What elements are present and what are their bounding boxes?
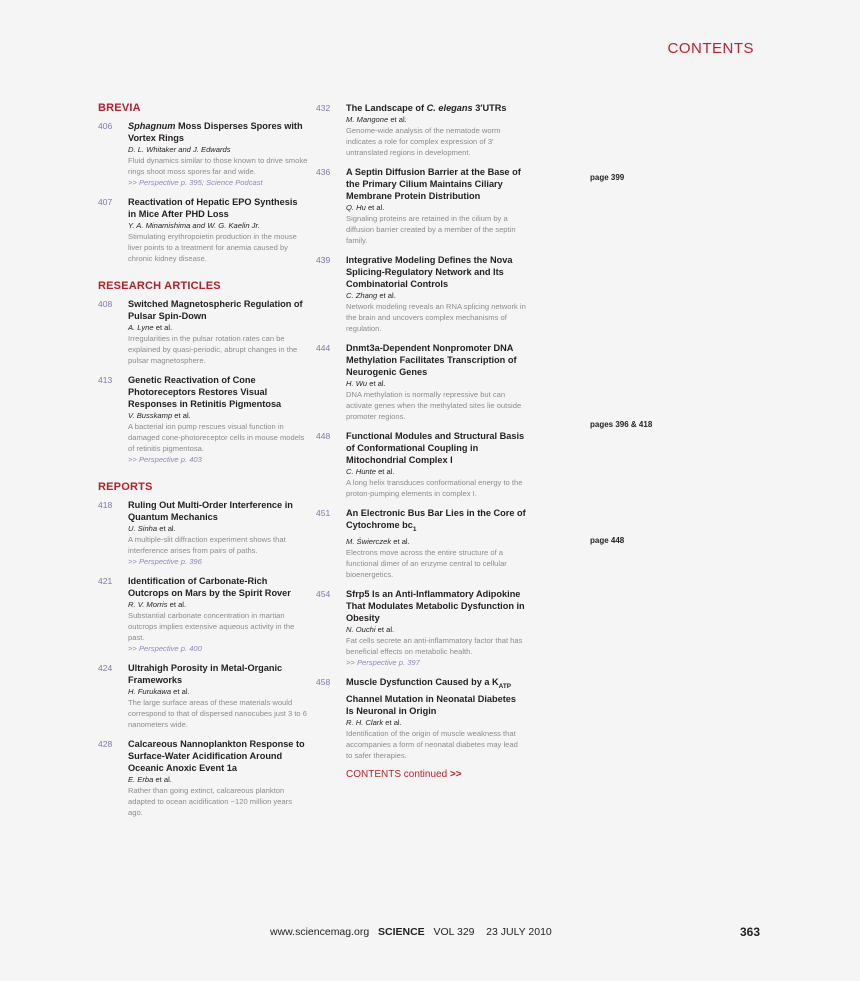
- entry-body: [346, 102, 526, 158]
- entry-page-number: 413: [98, 375, 113, 385]
- entry-description: A multiple-slit diffraction experiment shows that interference arises from pairs of paths.: [128, 535, 286, 555]
- entry-authors: [128, 220, 308, 231]
- entry-title-text: Sfrp5 Is an Anti-Inflammatory Adipokine That Modulates Metabolic Dysfunction in Obesity: [346, 588, 525, 623]
- author-etal: et al.: [157, 524, 176, 533]
- footer-volume: VOL 329: [433, 926, 475, 938]
- toc-entry: [98, 499, 308, 567]
- toc-entry: [316, 166, 526, 246]
- entry-authors: [128, 144, 308, 155]
- entry-authors: [346, 202, 526, 213]
- author-names: M. Mangone: [346, 115, 389, 124]
- entry-body: [128, 120, 308, 188]
- entry-page-number: 428: [98, 739, 113, 749]
- toc-entry: [316, 507, 526, 580]
- entry-description: Stimulating erythropoietin production in the mouse liver points to a treatment for anemia caused by chronic kidney disease.: [128, 232, 297, 263]
- author-names: C. Hunte: [346, 467, 376, 476]
- entry-title-subscript: ATP: [498, 682, 512, 690]
- author-names: N. Ouchi: [346, 624, 376, 634]
- footer-url[interactable]: www.sciencemag.org: [270, 926, 370, 938]
- toc-entry: [98, 662, 308, 730]
- entry-authors: [128, 686, 308, 697]
- toc-entry: [316, 588, 526, 668]
- entry-description: Genome-wide analysis of the nematode worm indicates a role for complex expression of 3′ untranslated regions in development.: [346, 126, 501, 157]
- author-etal: et al.: [375, 467, 395, 476]
- entry-page-number: 432: [316, 103, 331, 113]
- left-column: [98, 102, 308, 826]
- entry-authors: [346, 378, 526, 389]
- author-etal: et al.: [391, 536, 410, 546]
- entry-title-text: Moss Disperses Spores with Vortex Rings: [128, 121, 303, 143]
- entry-title-text: Reactivation of Hepatic EPO Synthesis in Mice After PHD Loss: [128, 197, 298, 219]
- entry-description: Fat cells secrete an anti-inflammatory factor that has beneficial effects on metabolic health.: [346, 635, 523, 656]
- entry-title-text: A Septin Diffusion Barrier at the Base of the Primary Cilium Maintains Ciliary Membrane Protein Distribution: [346, 167, 521, 201]
- entry-title[interactable]: [346, 676, 526, 717]
- entry-authors: [128, 410, 308, 421]
- author-names: H. Wu: [346, 379, 368, 388]
- author-etal: et al.: [388, 115, 407, 124]
- entry-description: Irregularities in the pulsar rotation rates can be explained by quasi-periodic, abrupt changes in the pulsar magnetosphere.: [128, 334, 298, 365]
- entry-description: The large surface areas of these materials would correspond to that of dispersed nanocubes just 3 to 6 nanometers wide.: [128, 698, 307, 729]
- entry-title[interactable]: [128, 120, 308, 144]
- author-names: V. Busskamp: [128, 411, 173, 420]
- entry-description: Electrons move across the entire structure of a functional dimer of an enzyme central to cellular bioenergetics.: [346, 547, 507, 579]
- entry-title[interactable]: [128, 738, 308, 774]
- toc-entry: [98, 575, 308, 654]
- perspective-link[interactable]: >> Perspective p. 403: [128, 455, 202, 464]
- toc-entry: [98, 120, 308, 188]
- author-etal: et al.: [383, 717, 402, 727]
- section-gap: [98, 272, 308, 280]
- entry-body: [346, 430, 526, 499]
- author-names: R. V. Morris: [128, 600, 168, 609]
- entry-page-number: 406: [98, 121, 113, 131]
- perspective-link[interactable]: >> Perspective p. 397: [346, 657, 420, 667]
- entry-title[interactable]: [128, 298, 308, 322]
- toc-entry: [316, 254, 526, 334]
- middle-column: [316, 102, 526, 780]
- author-names: D. L. Whitaker and J. Edwards: [128, 145, 231, 154]
- entry-title-subscript: 1: [412, 525, 417, 533]
- toc-entry: [316, 676, 526, 761]
- entry-title-text: 3′UTRs: [472, 103, 507, 113]
- entry-authors: [128, 774, 308, 785]
- footer-journal: SCIENCE: [377, 926, 425, 938]
- entry-body: [346, 588, 526, 668]
- author-etal: et al.: [171, 687, 190, 696]
- author-etal: et al.: [153, 323, 173, 332]
- toc-entry: [98, 298, 308, 366]
- entry-page-number: 454: [316, 588, 331, 599]
- perspective-link[interactable]: >> Perspective p. 400: [128, 644, 202, 653]
- entry-body: [128, 575, 308, 654]
- entry-title-text: Muscle Dysfunction Caused by a K: [346, 676, 499, 687]
- entry-page-number: 424: [98, 663, 113, 673]
- entry-body: [346, 507, 526, 580]
- author-names: U. Sinha: [128, 524, 158, 533]
- entry-body: [346, 342, 526, 422]
- entry-title[interactable]: [128, 499, 308, 523]
- entry-description: DNA methylation is normally repressive but can activate genes when the methylated sites lie outside promoter regions.: [346, 390, 522, 421]
- entry-title-italic: C. elegans: [426, 103, 473, 113]
- section-gap: [98, 473, 308, 481]
- entry-description: A long helix transduces conformational energy to the proton-pumping elements in complex I.: [346, 478, 523, 498]
- continued-label: CONTENTS: [346, 768, 401, 780]
- entry-title[interactable]: [128, 196, 308, 220]
- entry-title[interactable]: [128, 662, 308, 686]
- toc-entry: [98, 738, 308, 818]
- author-names: R. H. Clark: [346, 717, 384, 727]
- side-note: page 448: [590, 536, 625, 545]
- section-heading: RESEARCH ARTICLES: [98, 280, 221, 292]
- entry-page-number: 421: [98, 576, 113, 586]
- page-title: CONTENTS: [667, 40, 754, 57]
- entry-page-number: 408: [98, 299, 113, 309]
- entry-authors: [128, 599, 308, 610]
- entry-authors: [346, 114, 526, 125]
- toc-entry: [316, 342, 526, 422]
- entry-page-number: 418: [98, 500, 113, 510]
- side-note: pages 396 & 418: [590, 420, 653, 429]
- continued-arrow-icon: >>: [449, 768, 462, 780]
- entry-description: Substantial carbonate concentration in martian outcrops implies extensive aqueous activity in the past.: [128, 611, 295, 642]
- entry-body: [128, 298, 308, 366]
- entry-title[interactable]: [346, 342, 526, 378]
- entry-title[interactable]: [346, 166, 526, 202]
- entry-page-number: 439: [316, 255, 331, 265]
- author-etal: et al.: [172, 411, 191, 420]
- continued-sub: continued: [403, 768, 448, 780]
- entry-body: [346, 166, 526, 246]
- entry-authors: [346, 290, 526, 301]
- entry-title-text: Ultrahigh Porosity in Metal-Organic Frameworks: [128, 663, 283, 685]
- entry-body: [128, 196, 308, 264]
- entry-title-text: Calcareous Nannoplankton Response to Surface-Water Acidification Around Oceanic Anoxic Event 1a: [128, 739, 305, 773]
- author-names: C. Zhang: [346, 291, 378, 300]
- entry-description: A bacterial ion pump rescues visual function in damaged cone-photoreceptor cells in mouse models of retinitis pigmentosa.: [128, 422, 305, 453]
- entry-page-number: 458: [316, 676, 331, 687]
- entry-authors: [128, 523, 308, 534]
- entry-body: [128, 662, 308, 730]
- section-heading: BREVIA: [98, 102, 141, 114]
- side-note: page 399: [590, 173, 625, 182]
- entry-title[interactable]: [346, 430, 526, 466]
- author-etal: et al.: [375, 624, 395, 634]
- author-names: H. Furukawa: [128, 687, 172, 696]
- entry-title-text: Integrative Modeling Defines the Nova Splicing-Regulatory Network and Its Combinatorial Controls: [346, 255, 513, 289]
- footer-date: 23 JULY 2010: [486, 926, 552, 938]
- entry-body: [128, 374, 308, 465]
- entry-title-text: Ruling Out Multi-Order Interference in Quantum Mechanics: [128, 500, 293, 522]
- entry-authors: [346, 536, 526, 547]
- continued-wrapper: [316, 769, 526, 780]
- author-etal: et al.: [377, 291, 396, 300]
- author-names: Q. Hu: [346, 203, 366, 212]
- entry-title-text: The Landscape of: [346, 103, 427, 113]
- perspective-link[interactable]: >> Perspective p. 395; Science Podcast: [128, 178, 263, 187]
- entry-title[interactable]: [128, 575, 308, 599]
- entry-page-number: 448: [316, 431, 331, 441]
- entry-title-text: Channel Mutation in Neonatal Diabetes Is Neuronal in Origin: [346, 693, 516, 716]
- entry-title[interactable]: [346, 254, 526, 290]
- entry-description: Identification of the origin of muscle weakness that accompanies a form of neonatal diabetes may lead to safer therapies.: [346, 728, 518, 760]
- entry-title-text: Dnmt3a-Dependent Nonpromoter DNA Methylation Facilitates Transcription of Neurogenic Genes: [346, 343, 517, 377]
- author-names: M. Świerczek: [346, 536, 392, 546]
- entry-title-italic: Sphagnum: [128, 121, 176, 131]
- author-etal: et al.: [153, 775, 172, 784]
- entry-title-text: Genetic Reactivation of Cone Photoreceptors Restores Visual Responses in Retinitis Pigmentosa: [128, 375, 282, 409]
- entry-description: Fluid dynamics similar to those known to drive smoke rings shoot moss spores far and wide.: [128, 156, 308, 176]
- entry-body: [128, 499, 308, 567]
- entry-title-text: An Electronic Bus Bar Lies in the Core of Cytochrome bc: [346, 508, 526, 530]
- entry-authors: [346, 624, 526, 635]
- toc-entry: [98, 196, 308, 264]
- entry-description: Network modeling reveals an RNA splicing network in the brain and uncovers complex mechanisms of regulation.: [346, 302, 526, 333]
- author-names: A. Lyne: [128, 323, 154, 332]
- contents-continued-link[interactable]: [346, 769, 526, 780]
- entry-authors: [346, 717, 526, 728]
- perspective-link[interactable]: >> Perspective p. 396: [128, 557, 202, 566]
- entry-page-number: 436: [316, 167, 331, 177]
- section-heading: REPORTS: [98, 481, 153, 493]
- entry-title[interactable]: [346, 102, 526, 114]
- entry-title-text: Switched Magnetospheric Regulation of Pulsar Spin-Down: [128, 299, 303, 321]
- entry-body: [346, 254, 526, 334]
- author-etal: et al.: [167, 600, 187, 609]
- entry-page-number: 451: [316, 508, 331, 518]
- entry-authors: [128, 322, 308, 333]
- author-etal: et al.: [365, 203, 385, 212]
- author-etal: et al.: [367, 379, 386, 388]
- entry-page-number: 444: [316, 343, 331, 353]
- entry-description: Signaling proteins are retained in the cilium by a diffusion barrier created by a member of the septin family.: [346, 214, 516, 245]
- entry-title-text: Identification of Carbonate-Rich Outcrops on Mars by the Spirit Rover: [128, 576, 291, 598]
- author-names: E. Erba: [128, 775, 154, 784]
- page-footer: [270, 926, 552, 938]
- page-number: 363: [740, 925, 761, 939]
- entry-page-number: 407: [98, 197, 113, 207]
- entry-body: [128, 738, 308, 818]
- entry-title[interactable]: [346, 507, 526, 536]
- entry-body: [346, 676, 526, 761]
- entry-title-text: Functional Modules and Structural Basis of Conformational Coupling in Mitochondrial Complex I: [346, 431, 525, 465]
- toc-entry: [316, 102, 526, 158]
- author-names: Y. A. Minamishima and W. G. Kaelin Jr.: [128, 221, 260, 230]
- entry-title[interactable]: [128, 374, 308, 410]
- entry-description: Rather than going extinct, calcareous plankton adapted to ocean acidification ~120 million years ago.: [128, 786, 293, 817]
- toc-entry: [98, 374, 308, 465]
- toc-entry: [316, 430, 526, 499]
- entry-authors: [346, 466, 526, 477]
- entry-title[interactable]: [346, 588, 526, 624]
